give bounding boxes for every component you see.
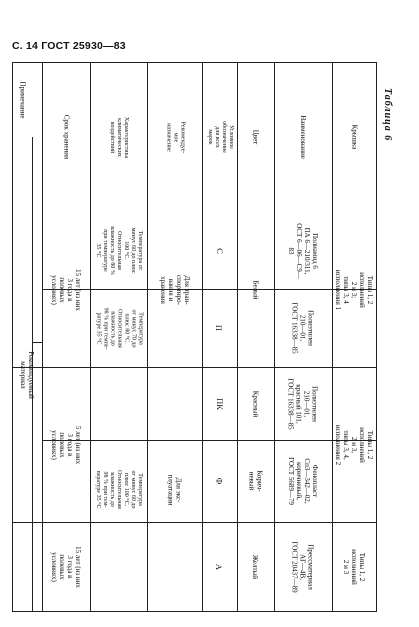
header-primechanie: Примечание bbox=[18, 81, 27, 118]
cell-tsvet-1: Белый bbox=[251, 279, 260, 300]
header-srok: Срок хранения bbox=[62, 114, 70, 160]
cell-oboznachenie-4: Ф bbox=[214, 477, 225, 485]
cell-naznachenie-1: Для тран- спортиро- вания и хранения bbox=[158, 274, 191, 305]
cell-kryshka-3: Типы 1, 2 исполнений 2 и 3 bbox=[342, 549, 366, 585]
cell-tsvet-2: Красный bbox=[251, 390, 260, 417]
header-tsvet: Цвет bbox=[251, 129, 260, 145]
cell-harakteristika-1: Температура от минус 60 до плюс 100 °С. Относительная влажность до 80 % при температуре 35 °С bbox=[95, 226, 143, 275]
cell-naimenovanie-3: Полиэтилен 210—01, красный 101, ГОСТ 16338—85 bbox=[287, 377, 319, 430]
cell-naimenovanie-1: Полиамид 6 ПА 6—210/311, ОСТ 6—06—С9— 83 bbox=[286, 222, 319, 279]
cell-naimenovanie-2: Полиэтилен 210—01, ГОСТ 16338—85 bbox=[291, 302, 315, 354]
cell-oboznachenie-3: ПК bbox=[214, 397, 225, 410]
header-harakteristika: Характеристика климатических воздействий bbox=[108, 116, 129, 158]
page-header: С. 14 ГОСТ 25930—83 bbox=[12, 40, 126, 52]
cell-oboznachenie-1: С bbox=[214, 247, 225, 254]
table-title bbox=[381, 88, 393, 162]
cell-naimenovanie-4: Фенопласт Сп3—342—02, коричневый, ГОСТ 5689—79 bbox=[287, 457, 319, 505]
cell-kryshka-2: Типы 1, 2 исполнений 2 и 3, типы 3, 4, исполнения 2 bbox=[333, 424, 374, 465]
header-naznachenie: Рекомендуе- мое назначение bbox=[164, 121, 185, 153]
cell-harakteristika-3: Температура от минус 60 до плюс 100 °С. Относительная влажность до 98 % при тем- пературе 35 °С bbox=[95, 470, 143, 509]
cell-srok-1: 15 лет (из них 3 года в полевых условиях) bbox=[50, 268, 82, 311]
cell-srok-2: 5 лет (из них 3 года в полевых условиях) bbox=[50, 425, 82, 464]
cell-harakteristika-2: Температура от минус 70 до плюс 80 °С. Относительная влажность до 98 % при темпе- ратуре 35 °С bbox=[95, 307, 143, 349]
table-border-right bbox=[376, 62, 377, 612]
cell-tsvet-4: Желтый bbox=[251, 554, 260, 580]
header-naimenovanie: Наименование bbox=[299, 115, 307, 159]
cell-oboznachenie-2: П bbox=[214, 324, 225, 332]
header-group-label: Рекомендуемый материал bbox=[19, 350, 35, 399]
cell-oboznachenie-5: А bbox=[214, 563, 225, 571]
header-oboznachenie: Условное обозначение для всех марок bbox=[206, 121, 234, 153]
cell-tsvet-3: Корич- невый bbox=[247, 470, 264, 492]
table-6 bbox=[12, 62, 377, 612]
header-kryshka: Крышка bbox=[349, 124, 358, 150]
cell-naznachenie-2: Для экс- плуатации bbox=[166, 473, 183, 506]
cell-kryshka-1: Типы 1, 2 исполнений 2 и 3; типы 3, 4 исполнения 1 bbox=[333, 269, 374, 310]
cell-naimenovanie-5: Прессматериал АГ—4В, ГОСТ 20437—89 bbox=[291, 541, 315, 593]
table-title-text: Таблица 6 bbox=[382, 88, 393, 142]
cell-srok-3: 15 лет (из них 3 года в полевых условиях) bbox=[50, 546, 82, 588]
